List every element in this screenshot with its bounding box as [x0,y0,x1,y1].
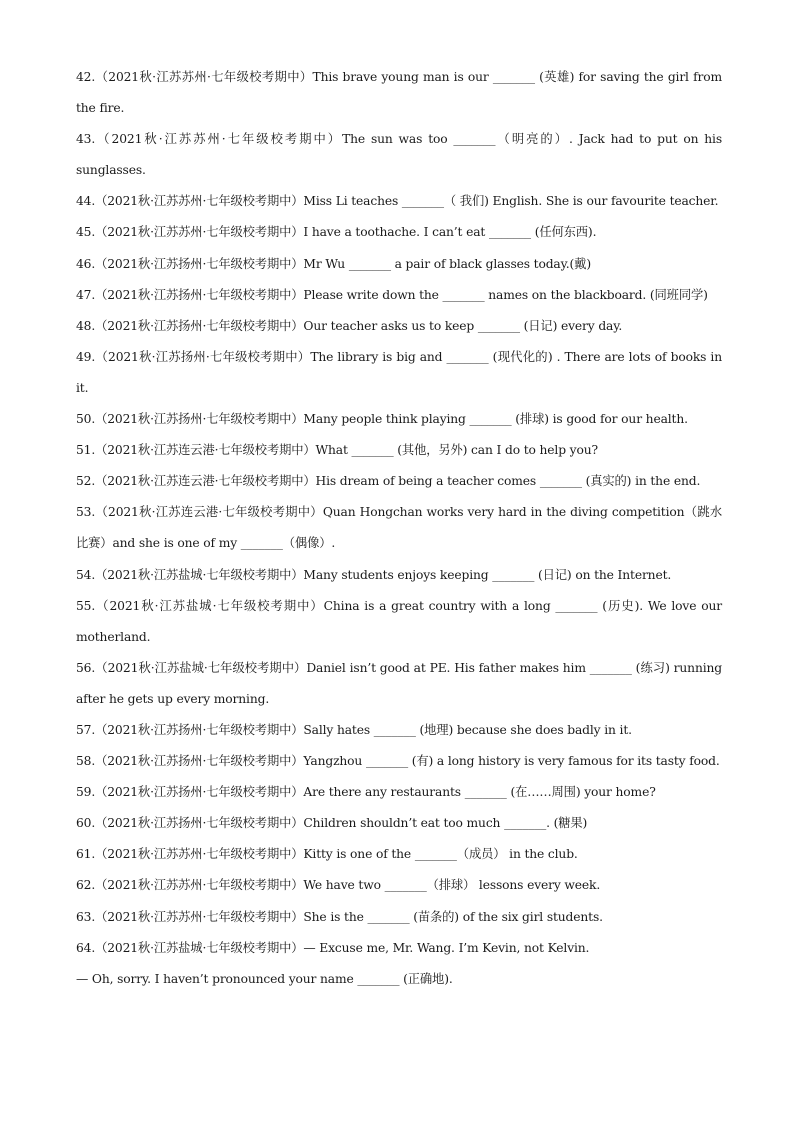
question-number: 53. [76,505,96,520]
question-number: 52. [76,474,96,489]
question-text: Children shouldn’t eat too much _______. (糖果) [303,816,588,831]
question-list [76,62,722,995]
question-number: 63. [76,909,96,924]
question-number: 45. [76,225,96,240]
question-text: Many people think playing _______ (排球) is good for our health. [303,412,688,427]
question-number: 55. [76,598,96,613]
question-text: Many students enjoys keeping _______ (日记) on the Internet. [303,567,672,582]
question-source: （2021秋·江苏苏州·七年级校考期中） [95,878,304,893]
question-number: 48. [76,318,96,333]
question-number: 60. [76,816,96,831]
question-text: This brave young man is our _______ (英雄) for saving the girl from the fire. [76,70,722,116]
question-text: Mr Wu _______ a pair of black glasses today.(戴) [303,256,591,271]
question-63 [76,902,722,933]
question-number: 50. [76,412,96,427]
question-source: （2021秋·江苏扬州·七年级校考期中） [95,785,304,800]
question-56 [76,653,722,715]
question-text: Please write down the _______ names on the blackboard. (同班同学) [303,287,708,302]
question-46 [76,249,722,280]
question-59 [76,777,722,808]
question-source: （2021秋·江苏连云港·七年级校考期中） [95,505,323,520]
question-49 [76,342,722,404]
question-source: （2021秋·江苏苏州·七年级校考期中） [95,70,313,84]
question-number: 51. [76,443,96,458]
question-number: 58. [76,754,96,769]
question-number: 49. [76,349,96,364]
question-text: Sally hates _______ (地理) because she does badly in it. [303,722,632,737]
question-42 [76,62,722,124]
question-43 [76,124,722,186]
question-54 [76,560,722,591]
question-text: His dream of being a teacher comes _______ (真实的) in the end. [315,474,701,489]
question-text: Miss Li teaches _______（ 我们) English. She is our favourite teacher. [303,194,719,209]
question-number: 64. [76,940,96,955]
question-number: 42. [76,70,96,84]
question-text: I have a toothache. I can’t eat _______ (任何东西). [303,225,597,240]
question-64-reply: — Oh, sorry. I haven’t pronounced your name _______ (正确地). [76,971,453,986]
question-source: （2021秋·江苏扬州·七年级校考期中） [95,256,304,271]
question-source: （2021秋·江苏盐城·七年级校考期中） [95,660,307,675]
question-52 [76,466,722,497]
question-text: We have two _______（排球） lessons every week. [303,878,601,893]
question-60 [76,808,722,839]
question-number: 62. [76,878,96,893]
question-source: （2021秋·江苏扬州·七年级校考期中） [95,287,304,302]
question-text: — Excuse me, Mr. Wang. I’m Kevin, not Kelvin. [303,940,590,955]
question-62 [76,870,722,901]
question-text: China is a great country with a long _______ (历史). We love our motherland. [76,598,722,644]
question-source: （2021秋·江苏盐城·七年级校考期中） [95,940,304,955]
question-text: Kitty is one of the _______（成员） in the club. [303,847,578,862]
question-source: （2021秋·江苏苏州·七年级校考期中） [95,909,304,924]
question-source: （2021秋·江苏苏州·七年级校考期中） [95,132,343,147]
question-source: （2021秋·江苏苏州·七年级校考期中） [95,225,304,240]
question-number: 43. [76,132,96,147]
question-53 [76,497,722,559]
question-55 [76,591,722,653]
question-57 [76,715,722,746]
question-source: （2021秋·江苏连云港·七年级校考期中） [95,443,316,458]
question-44 [76,186,722,217]
question-number: 59. [76,785,96,800]
question-source: （2021秋·江苏扬州·七年级校考期中） [95,318,304,333]
question-45 [76,217,722,248]
question-source: （2021秋·江苏盐城·七年级校考期中） [95,598,324,613]
question-source: （2021秋·江苏盐城·七年级校考期中） [95,567,304,582]
question-text: Daniel isn’t good at PE. His father makes him _______ (练习) running after he gets up every morning. [76,660,722,706]
question-number: 46. [76,256,96,271]
question-source: （2021秋·江苏扬州·七年级校考期中） [95,349,311,364]
question-58 [76,746,722,777]
question-64 [76,933,722,964]
question-source: （2021秋·江苏连云港·七年级校考期中） [95,474,316,489]
question-source: （2021秋·江苏扬州·七年级校考期中） [95,412,304,427]
question-48 [76,311,722,342]
question-source: （2021秋·江苏苏州·七年级校考期中） [95,194,304,209]
question-50 [76,404,722,435]
question-text: Are there any restaurants _______ (在……周围) your home? [303,785,656,800]
question-text: Yangzhou _______ (有) a long history is very famous for its tasty food. [303,754,720,769]
question-number: 56. [76,660,96,675]
question-51 [76,435,722,466]
question-text: The sun was too _______（明亮的）. Jack had to put on his sunglasses. [76,132,722,178]
question-source: （2021秋·江苏扬州·七年级校考期中） [95,816,304,831]
question-61 [76,839,722,870]
question-number: 57. [76,722,96,737]
question-number: 54. [76,567,96,582]
question-source: （2021秋·江苏扬州·七年级校考期中） [95,722,304,737]
question-number: 47. [76,287,96,302]
question-text: Our teacher asks us to keep _______ (日记) every day. [303,318,623,333]
question-text: What _______ (其他，另外) can I do to help you? [315,443,598,458]
question-source: （2021秋·江苏苏州·七年级校考期中） [95,847,304,862]
question-47 [76,280,722,311]
question-number: 61. [76,847,96,862]
question-number: 44. [76,194,96,209]
question-text: Quan Hongchan works very hard in the diving competition（跳水比赛）and she is one of my _______（偶像）. [76,505,722,551]
question-source: （2021秋·江苏扬州·七年级校考期中） [95,754,304,769]
question-text: She is the _______ (苗条的) of the six girl students. [303,909,603,924]
question-text: The library is big and _______ (现代化的) . There are lots of books in it. [76,349,722,395]
